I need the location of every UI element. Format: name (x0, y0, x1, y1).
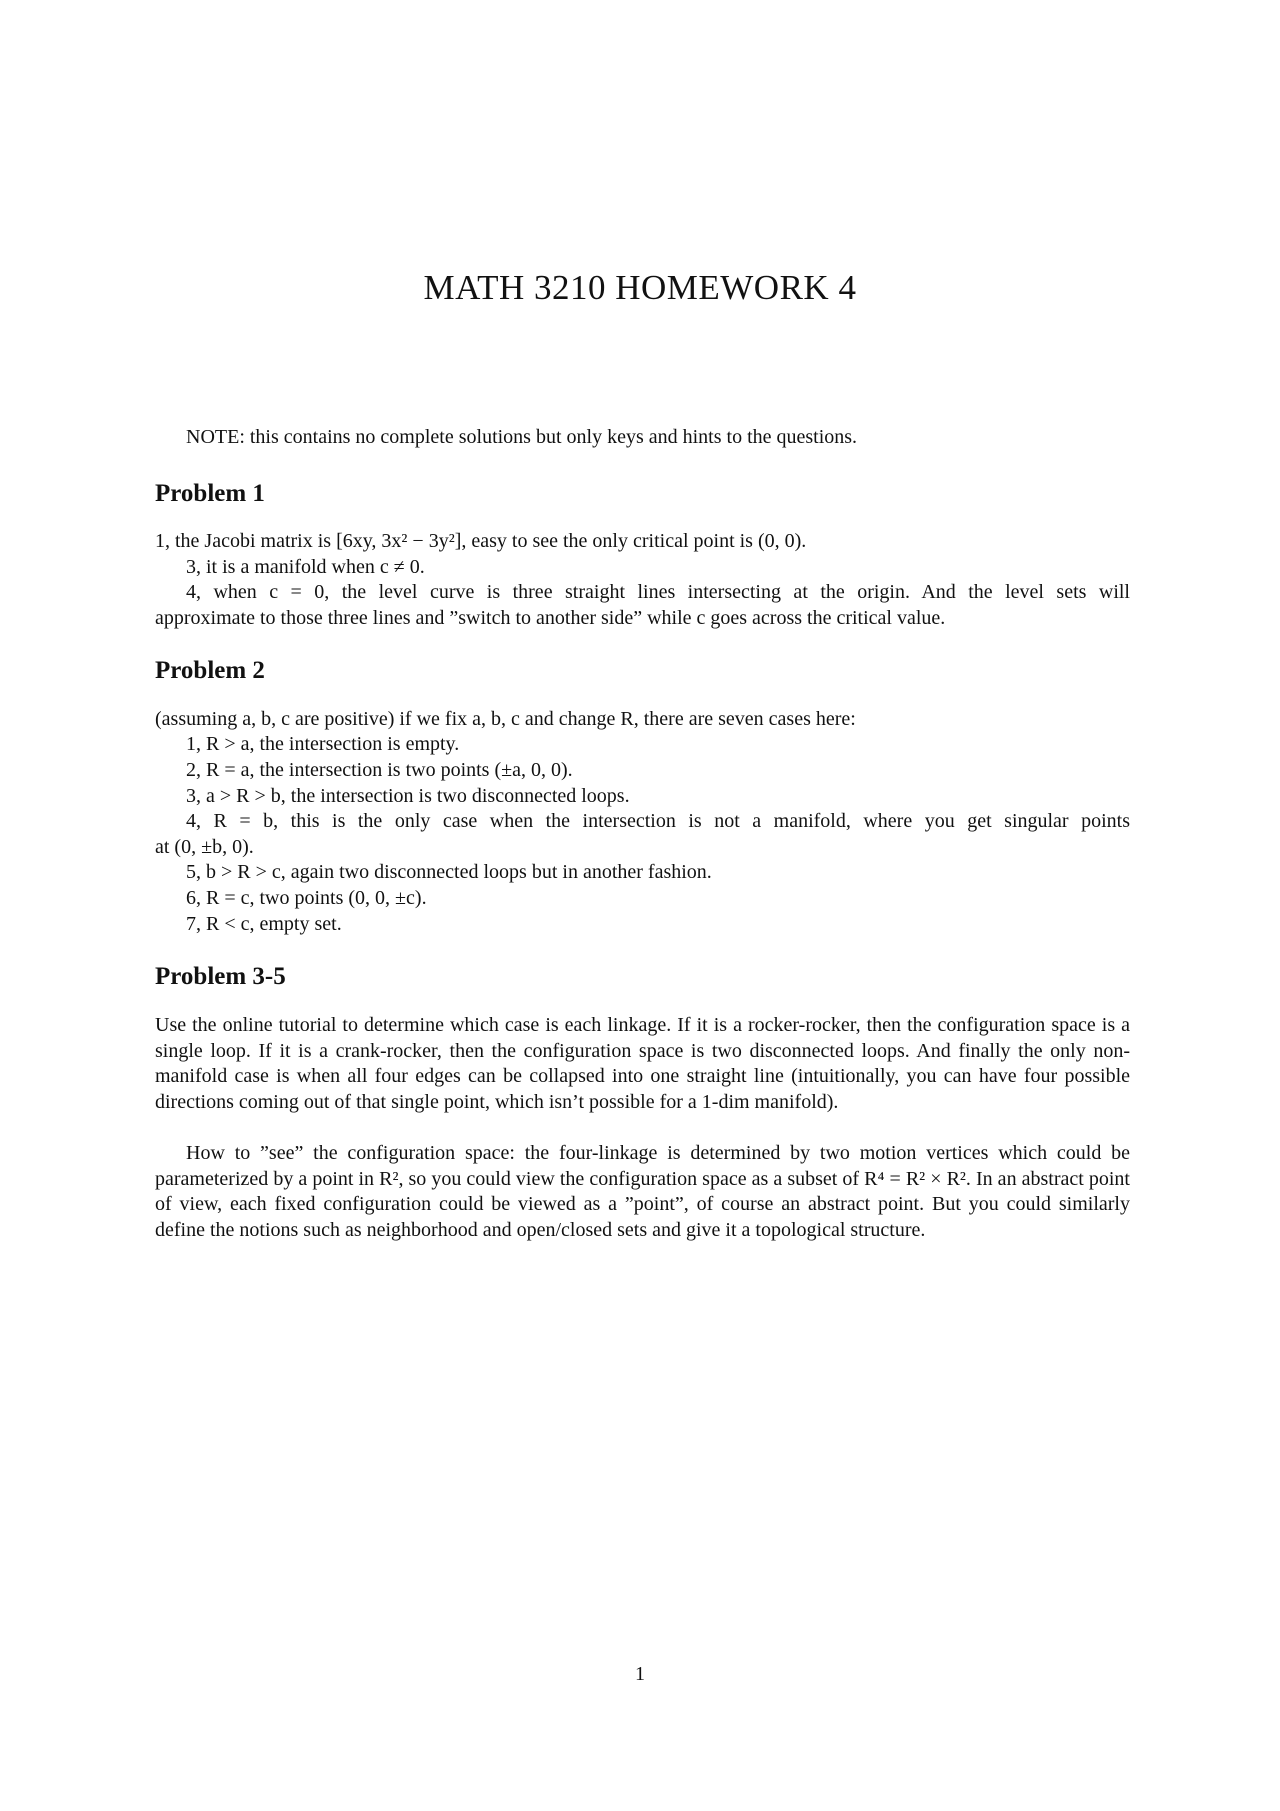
problem-1-line-2: 3, it is a manifold when c ≠ 0. (186, 556, 425, 578)
problem-2-line-3: 2, R = a, the intersection is two points (±a, 0, 0). (186, 759, 573, 781)
problem-1-heading: Problem 1 (155, 480, 265, 507)
problem-2-line-8: 6, R = c, two points (0, 0, ±c). (186, 887, 427, 909)
problem-2-line-1: (assuming a, b, c are positive) if we fix a, b, c and change R, there are seven cases here: (155, 708, 856, 730)
problem-2-line-4: 3, a > R > b, the intersection is two disconnected loops. (186, 785, 630, 807)
problem-2-line-9: 7, R < c, empty set. (186, 913, 342, 935)
problem-2-line-6: at (0, ±b, 0). (155, 836, 254, 858)
note-text: NOTE: this contains no complete solutions but only keys and hints to the questions. (186, 426, 858, 448)
page-number: 1 (635, 1663, 645, 1685)
problem-1-line-3: 4, when c = 0, the level curve is three straight lines intersecting at the origin. And the level sets will (186, 581, 1130, 603)
problem-2-line-7: 5, b > R > c, again two disconnected loops but in another fashion. (186, 861, 712, 883)
document-title: MATH 3210 HOMEWORK 4 (423, 268, 857, 307)
problem-2-heading: Problem 2 (155, 657, 265, 684)
problem-3-5-paragraph-2: How to ”see” the configuration space: the four-linkage is determined by two motion vertices which could be parameterized by a point in R², so you could view the configuration space as a subset of R⁴ = R² × R². In an abstract point of view, each fixed configuration could be viewed as a ”point”, of course an abstract point. But you could similarly define the notions such as neighborhood and open/closed sets and give it a topological structure. (155, 1142, 1130, 1241)
problem-1-line-4: approximate to those three lines and ”switch to another side” while c goes across the critical value. (155, 607, 946, 629)
problem-1-line-1: 1, the Jacobi matrix is [6xy, 3x² − 3y²], easy to see the only critical point is (0, 0). (155, 530, 807, 552)
problem-3-5-heading: Problem 3-5 (155, 963, 286, 990)
problem-2-line-2: 1, R > a, the intersection is empty. (186, 733, 460, 755)
problem-3-5-paragraph-1: Use the online tutorial to determine which case is each linkage. If it is a rocker-rocker, then the configuration space is a single loop. If it is a crank-rocker, then the configuration space is two disconnected loops. And finally the only non-manifold case is when all four edges can be collapsed into one straight line (intuitionally, you can have four possible directions coming out of that single point, which isn’t possible for a 1-dim manifold). (155, 1014, 1130, 1113)
problem-2-line-5: 4, R = b, this is the only case when the intersection is not a manifold, where you get singular points (186, 810, 1130, 832)
